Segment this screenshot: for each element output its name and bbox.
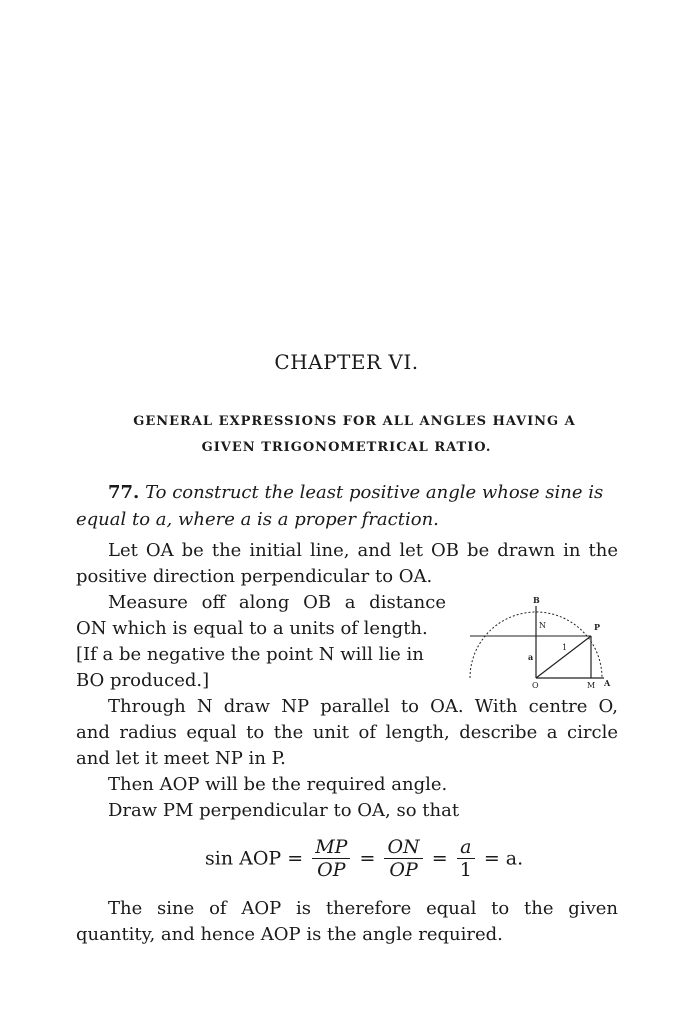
paragraph-line: quantity, and hence AOP is the angle required. <box>76 924 503 945</box>
article-statement-line2: equal to a, where a is a proper fraction. <box>76 509 439 530</box>
fraction-denominator: 1 <box>459 859 472 881</box>
equals-sign: = <box>359 847 376 870</box>
paragraph-line: Then AOP will be the required angle. <box>108 774 448 795</box>
paragraph-line: Let OA be the initial line, and let OB be drawn in the <box>108 540 618 561</box>
chapter-title: CHAPTER VI. <box>274 350 419 374</box>
paragraph-line: positive direction perpendicular to OA. <box>76 566 433 587</box>
label-b: B <box>533 595 540 605</box>
fraction-mp-op <box>312 836 350 881</box>
paragraph-line: ON which is equal to a units of length. <box>76 618 428 639</box>
paragraph-line: BO produced.] <box>76 670 210 691</box>
paragraph-line: and let it meet NP in P. <box>76 748 286 769</box>
fraction-denominator: OP <box>389 859 418 881</box>
paragraph-line: and radius equal to the unit of length, describe a circle <box>76 722 618 743</box>
label-n: N <box>539 621 546 630</box>
label-a-length: a <box>528 652 534 662</box>
fraction-on-op <box>384 836 422 881</box>
label-a: A <box>604 678 611 688</box>
chapter-subtitle-line2: GIVEN TRIGONOMETRICAL RATIO. <box>201 440 492 455</box>
label-one: 1 <box>562 643 568 652</box>
fraction-numerator: MP <box>312 836 350 859</box>
label-p: P <box>594 622 601 632</box>
construction-diagram <box>466 590 616 690</box>
article-number: 77. <box>108 482 140 503</box>
paragraph-line: [If a be negative the point N will lie in <box>76 644 424 665</box>
label-o: O <box>532 681 539 690</box>
article-statement: To construct the least positive angle whose sine is <box>145 482 604 503</box>
fraction-a-one <box>457 836 475 881</box>
fraction-numerator: ON <box>384 836 422 859</box>
paragraph-line: Measure off along OB a distance <box>108 592 446 613</box>
formula-rhs: = a. <box>483 847 524 870</box>
label-m: M <box>587 681 596 690</box>
sine-formula <box>205 836 523 888</box>
formula-lhs: sin AOP = <box>205 847 304 870</box>
equals-sign: = <box>431 847 448 870</box>
article-statement-line1 <box>108 480 603 506</box>
paragraph-line: Draw PM perpendicular to OA, so that <box>108 800 460 821</box>
fraction-numerator: a <box>457 836 475 859</box>
paragraph-line: The sine of AOP is therefore equal to the given <box>108 898 618 919</box>
chapter-subtitle-line1: GENERAL EXPRESSIONS FOR ALL ANGLES HAVING A <box>133 414 576 429</box>
fraction-denominator: OP <box>317 859 346 881</box>
paragraph-line: Through N draw NP parallel to OA. With centre O, <box>108 696 618 717</box>
